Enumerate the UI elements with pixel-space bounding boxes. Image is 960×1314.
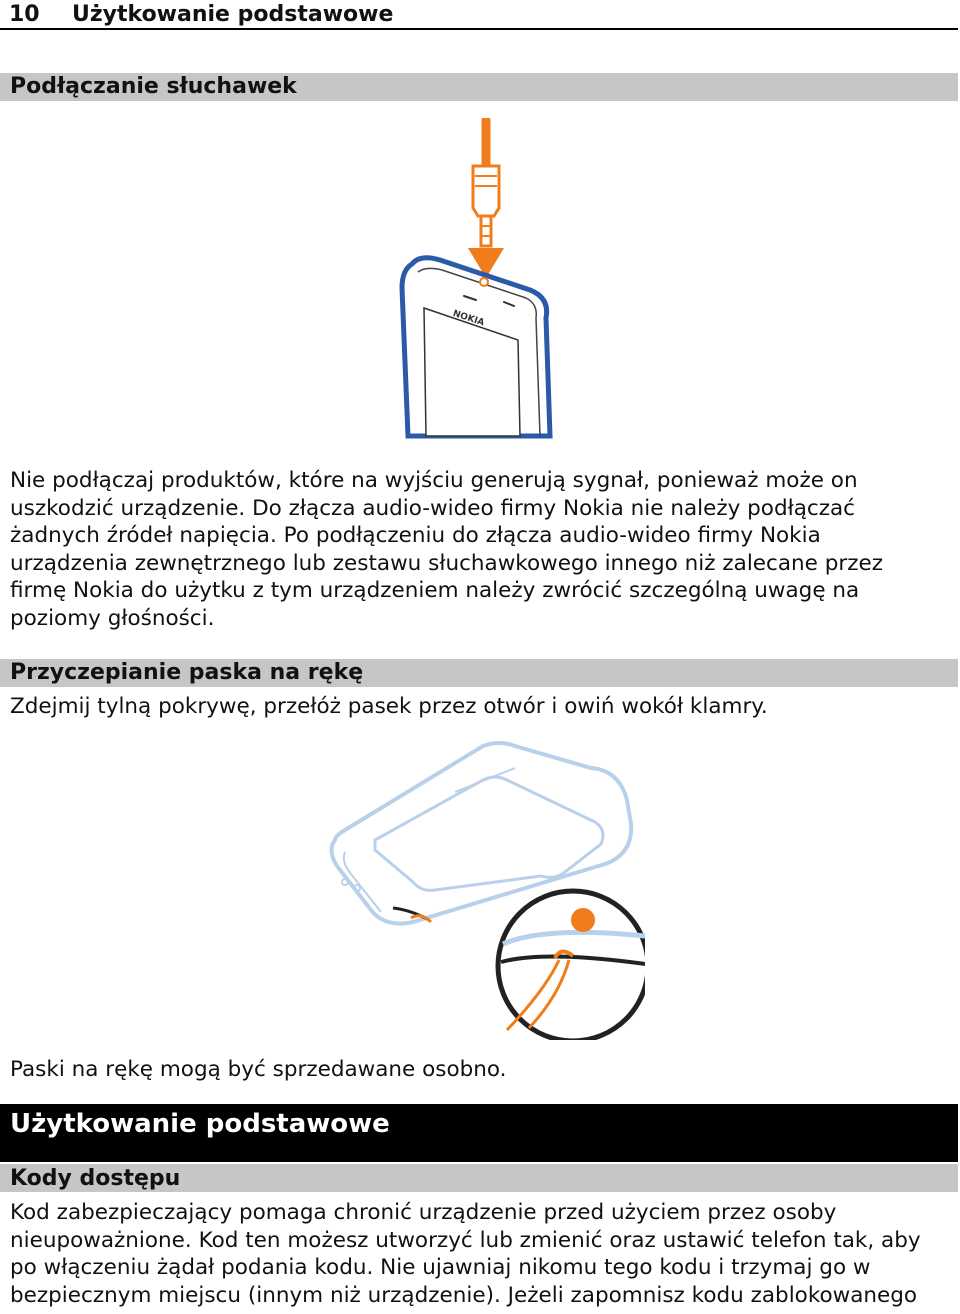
text-line: bezpiecznym miejscu (innym niż urządzenie). Jeżeli zapomnisz kodu zablokowanego [10, 1282, 918, 1308]
text-line: Kod zabezpieczający pomaga chronić urządzenie przed użyciem przez osoby [10, 1200, 837, 1225]
wrist-strap-instruction: Zdejmij tylną pokrywę, przełóż pasek przez otwór i owiń wokół klamry. [10, 694, 768, 719]
section-heading-access-codes: Kody dostępu [0, 1164, 958, 1192]
text-line: urządzenia zewnętrznego lub zestawu słuchawkowego innego niż zalecane przez [10, 550, 884, 576]
text-line: poziomy głośności. [10, 605, 215, 631]
section-heading-wrist-strap: Przyczepianie paska na rękę [0, 659, 958, 687]
text-line: uszkodzić urządzenie. Do złącza audio-wideo firmy Nokia nie należy podłączać [10, 495, 855, 521]
headset-connection-illustration [380, 118, 580, 448]
text-line: żadnych źródeł napięcia. Po podłączeniu do złącza audio-wideo firmy Nokia [10, 523, 821, 548]
page-header [0, 0, 958, 30]
text-line: po włączeniu żądał podania kodu. Nie ujawniaj nikomu tego kodu i trzymaj go w [10, 1255, 871, 1280]
text-line: Nie podłączaj produktów, które na wyjściu generują sygnał, ponieważ może on [10, 468, 858, 493]
wrist-strap-illustration [315, 740, 645, 1040]
text-line: nieupoważnione. Kod ten możesz utworzyć lub zmienić oraz ustawić telefon tak, aby [10, 1227, 921, 1253]
wrist-strap-note: Paski na rękę mogą być sprzedawane osobno. [10, 1057, 507, 1082]
headphones-warning-paragraph [10, 467, 950, 632]
section-heading-headphones: Podłączanie słuchawek [0, 73, 958, 101]
running-header-title: Użytkowanie podstawowe [72, 2, 394, 27]
page-number: 10 [9, 2, 40, 27]
device-brand-label: NOKIA [451, 308, 486, 329]
access-codes-paragraph [10, 1199, 950, 1309]
text-line: firmę Nokia do użytku z tym urządzeniem należy zwrócić szczególną uwagę na [10, 578, 860, 603]
chapter-heading: Użytkowanie podstawowe [0, 1104, 958, 1162]
